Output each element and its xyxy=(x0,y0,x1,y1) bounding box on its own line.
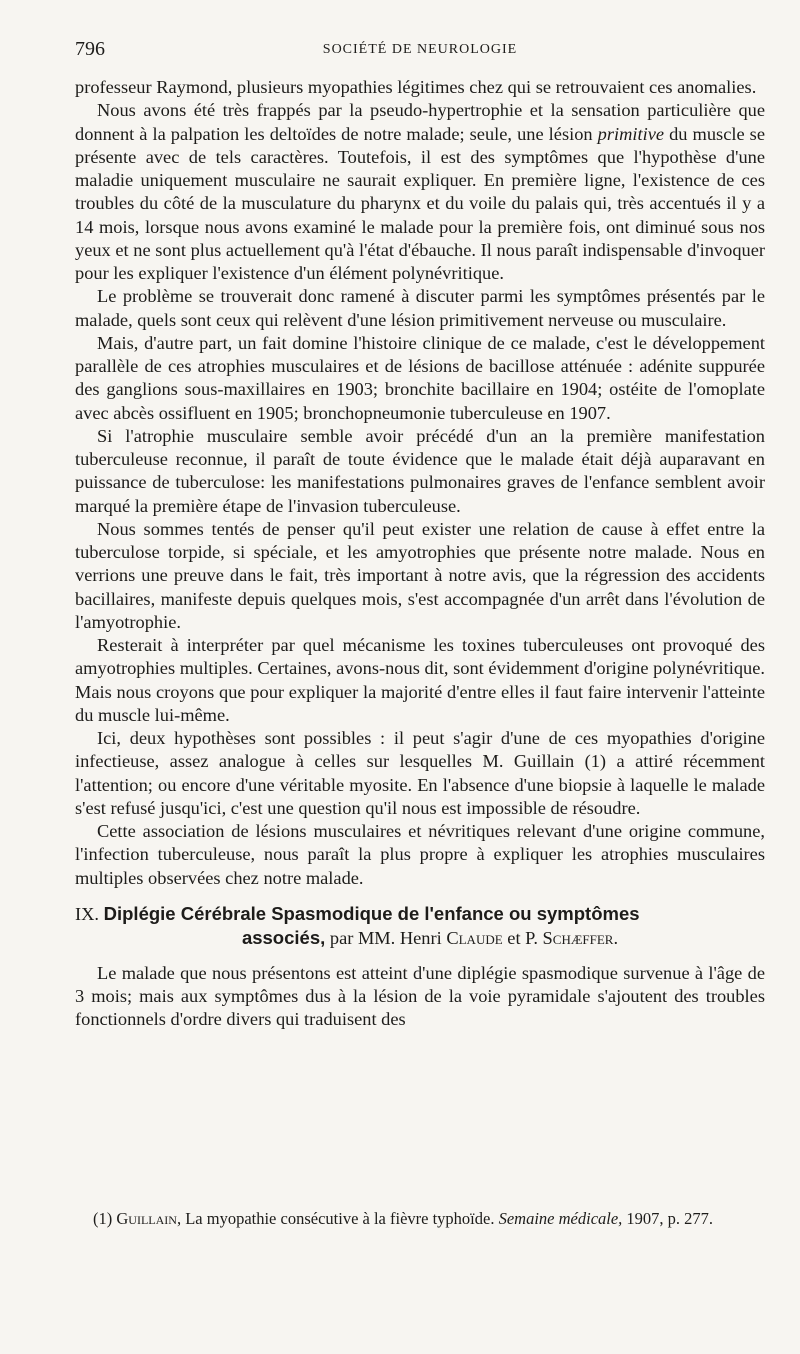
paragraph-text: du muscle se présente avec de tels caractères. Toutefois, il est des symptômes que l'hypothèse d'une maladie uniquement musculaire ne saurait expliquer. En première ligne, l'existence de ces troubles du côté de la musculature du pharynx et du voile du palais qui, très accentués il y a 14 mois, lorsque nous avons examiné le malade pour la première fois, ont diminué sous nos yeux et ne sont plus actuellement qu'à l'état d'ébauche. Il nous paraît indispensable d'invoquer pour les expliquer l'existence d'un élément polynévritique. xyxy=(75,123,765,283)
paragraph: Resterait à interpréter par quel mécanisme les toxines tuberculeuses ont provoqué des amyotrophies multiples. Certaines, avons-nous dit, sont évidemment d'origine polynévritique. Mais nous croyons que pour expliquer la majorité d'entre elles il faut faire intervenir l'atteinte du muscle lui-même. xyxy=(75,635,765,725)
footnote-page: p. 277. xyxy=(667,1209,714,1228)
running-title: SOCIÉTÉ DE NEUROLOGIE xyxy=(322,42,518,57)
section-title-line2 xyxy=(75,926,765,950)
paragraph: Si l'atrophie musculaire semble avoir précédé d'un an la première manifestation tuberculeuse reconnue, il paraît de toute évidence que le malade était déjà auparavant en puissance de tuberculose: les manifestations pulmonaires graves de l'enfance semblent avoir marqué la première étape de l'invasion tuberculeuse. xyxy=(75,425,765,516)
author-claude: Claude xyxy=(446,927,503,948)
footnote-year: 1907, xyxy=(626,1209,664,1228)
footnote-journal: Semaine médicale, xyxy=(498,1209,623,1228)
paragraph: Cette association de lésions musculaires et névritiques relevant d'une origine commune, l'infection tuberculeuse, nous paraît la plus propre à expliquer les atrophies musculaires multiples observées chez notre malade. xyxy=(75,821,765,888)
author-schaeffer: Schæffer. xyxy=(542,927,619,948)
section-heading xyxy=(75,902,765,950)
emphasis-word: primitive xyxy=(597,123,665,144)
paragraph: Le problème se trouverait donc ramené à discuter parmi les symptômes présentés par le malade, quels sont ceux qui relèvent d'une lésion primitivement nerveuse ou musculaire. xyxy=(75,286,765,330)
section-number: IX. xyxy=(75,903,100,924)
section-title-end: associés, xyxy=(241,926,326,948)
footnote-text xyxy=(75,1208,765,1230)
footnote-author: Guillain, xyxy=(116,1209,182,1228)
section-title: Diplégie Cérébrale Spasmodique de l'enfance ou symptômes xyxy=(103,902,640,924)
paragraph xyxy=(75,99,765,285)
paragraph: Ici, deux hypothèses sont possibles : il peut s'agir d'une de ces myopathies d'origine infectieuse, assez analogue à celles sur lesquelles M. Guillain (1) a attiré récemment l'attention; ou encore d'une véritable myosite. En l'absence d'une biopsie à laquelle le malade s'est refusé jusqu'ici, c'est une question qu'il nous est impossible de résoudre. xyxy=(75,728,765,818)
paragraph: Mais, d'autre part, un fait domine l'histoire clinique de ce malade, c'est le développement parallèle de ces atrophies musculaires et de lésions de bacillose atténuée : adénite suppurée des ganglions sous-maxillaires en 1903; bronchite bacillaire en 1904; ostéite de l'omoplate avec abcès ossifluent en 1905; bronchopneumonie tuberculeuse en 1907. xyxy=(75,332,765,423)
lesion-word: lésion xyxy=(548,123,593,144)
body-text xyxy=(75,76,765,1032)
paragraph: professeur Raymond, plusieurs myopathies légitimes chez qui se retrouvaient ces anomalies. xyxy=(75,77,757,97)
authors-and: et P. xyxy=(507,927,538,948)
page-header xyxy=(75,38,765,60)
paragraph: Nous sommes tentés de penser qu'il peut exister une relation de cause à effet entre la tuberculose torpide, si spéciale, et les amyotrophies que présente notre malade. Nous en verrions une preuve dans le fait, très important à notre avis, que la régression des accidents bacillaires, manifeste depuis quelques mois, s'est accompagnée d'un arrêt dans l'évolution de l'amyotrophie. xyxy=(75,518,765,632)
paragraph-text: Nous avons été très frappés par la pseudo-hypertrophie et la sensation particulière que donnent à la palpation les deltoïdes de notre malade; seule, une xyxy=(75,100,765,144)
footnote-marker: (1) xyxy=(93,1209,113,1228)
authors-prefix: par MM. Henri xyxy=(329,927,442,948)
page-number: 796 xyxy=(75,38,105,60)
section-paragraph: Le malade que nous présentons est atteint d'une diplégie spasmodique survenue à l'âge de 3 mois; mais aux symptômes dus à la lésion de la voie pyramidale s'ajoutent des troubles fonctionnels d'ordre divers qui traduisent des xyxy=(75,962,765,1030)
footnote-title: La myopathie consécutive à la fièvre typhoïde. xyxy=(185,1209,495,1228)
footnote xyxy=(75,1208,765,1230)
